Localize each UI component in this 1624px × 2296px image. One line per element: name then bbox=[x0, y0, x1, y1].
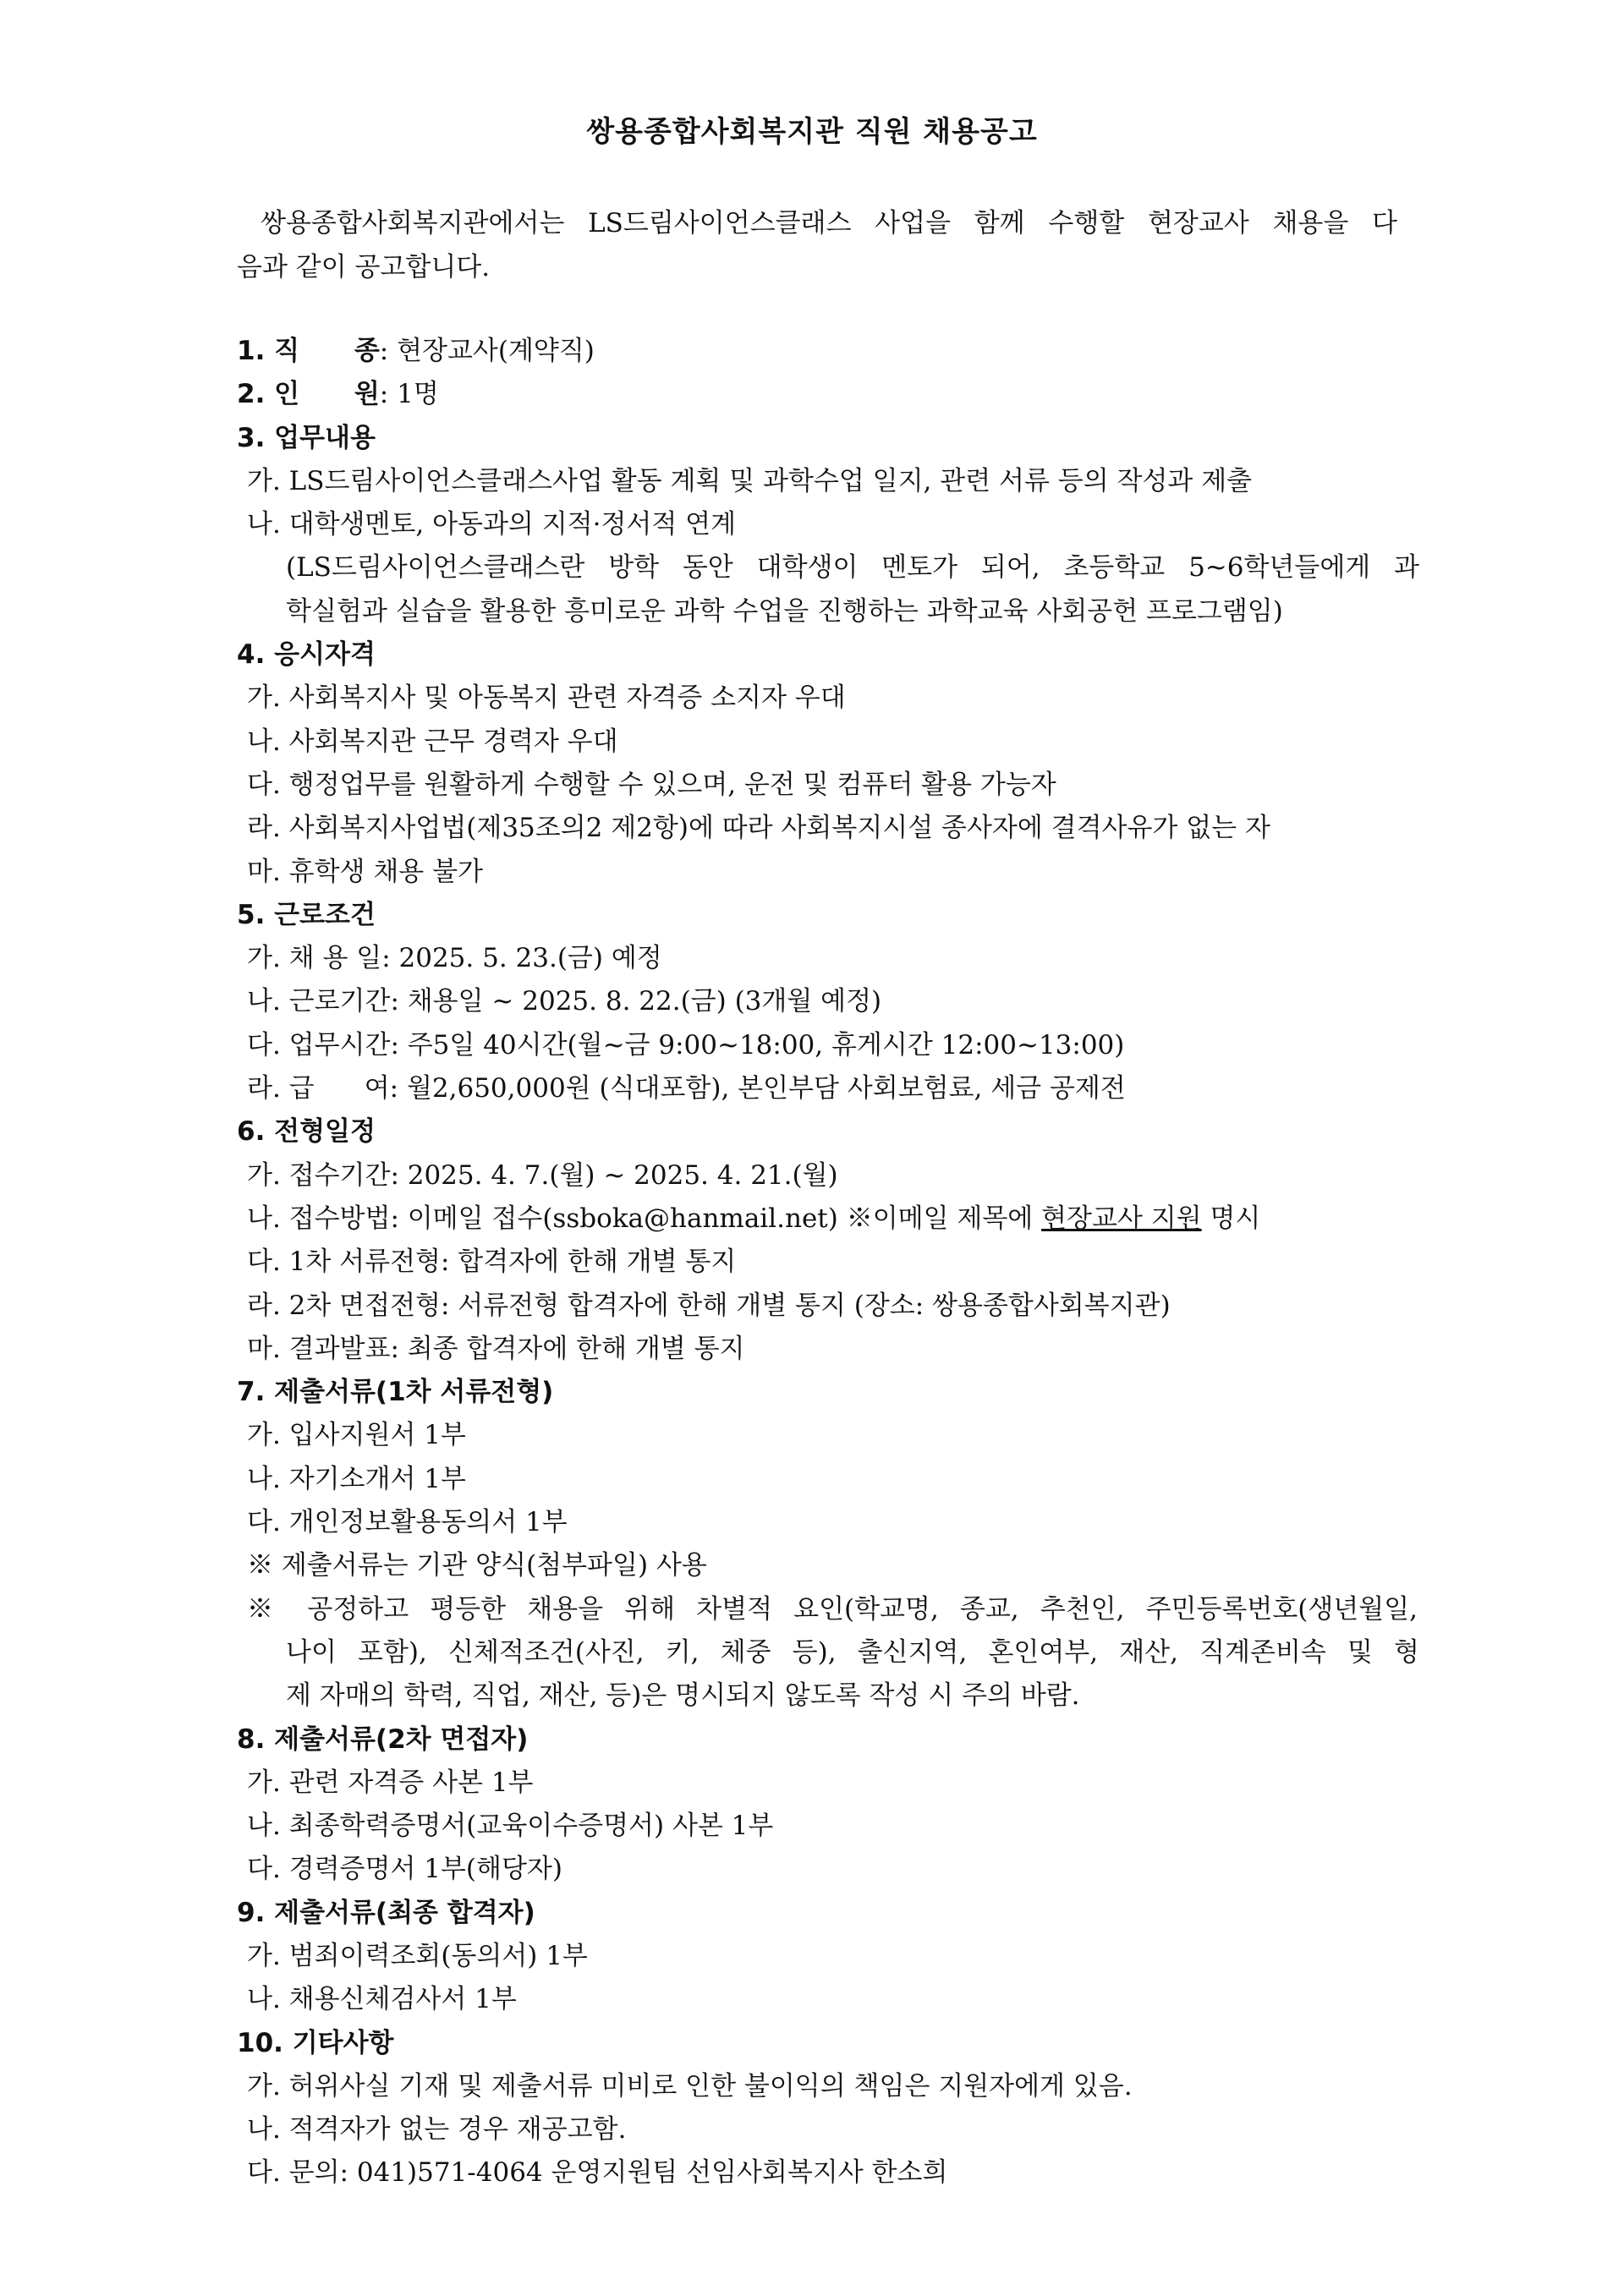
duties-note-line-2: 학실험과 실습을 활용한 흥미로운 과학 수업을 진행하는 과학교육 사회공헌 프로그램임) bbox=[286, 595, 1283, 627]
duties-note-text-1: (LS드림사이언스클래스란 방학 동안 대학생이 멘토가 되어, 초등학교 5~6학년들에게 과 bbox=[286, 552, 1419, 584]
documents-1-item-ga: 가. 입사지원서 1부 bbox=[247, 1420, 466, 1451]
conditions-item-ra: 라. 급 여: 월2,650,000원 (식대포함), 본인부담 사회보험료, 세금 공제전 bbox=[247, 1073, 1126, 1104]
qualifications-item-na: 나. 사회복지관 근무 경력자 우대 bbox=[247, 726, 618, 757]
qualifications-item-da: 다. 행정업무를 원활하게 수행할 수 있으며, 운전 및 컴퓨터 활용 가능자 bbox=[247, 769, 1056, 800]
documents-1-note-1: ※ 제출서류는 기관 양식(첨부파일) 사용 bbox=[247, 1550, 707, 1581]
documents-1-note-2b bbox=[237, 1631, 1421, 1674]
qualifications-item-ga: 가. 사회복지사 및 아동복지 관련 자격증 소지자 우대 bbox=[247, 682, 846, 714]
document-body bbox=[237, 330, 1421, 2195]
documents-final-item-na: 나. 채용신체검사서 1부 bbox=[247, 1984, 517, 2015]
qualifications-item-ra: 라. 사회복지사업법(제35조의2 제2항)에 따라 사회복지시설 종사자에 결격사유가 없는 자 bbox=[247, 813, 1270, 844]
documents-2-item-ga: 가. 관련 자격증 사본 1부 bbox=[247, 1767, 534, 1798]
section-heading-schedule: 6. 전형일정 bbox=[237, 1116, 376, 1148]
item-headcount-label: 2. 인 원 bbox=[237, 379, 380, 410]
section-heading-misc: 10. 기타사항 bbox=[237, 2027, 394, 2058]
duties-item-na: 나. 대학생멘토, 아동과의 지적·정서적 연계 bbox=[247, 509, 737, 540]
duties-item-ga: 가. LS드림사이언스클래스사업 활동 계획 및 과학수업 일지, 관련 서류 등의 작성과 제출 bbox=[247, 465, 1253, 496]
conditions-item-da: 다. 업무시간: 주5일 40시간(월~금 9:00~18:00, 휴게시간 12:00~13:00) bbox=[247, 1029, 1125, 1060]
page-title: 쌍용종합사회복지관 직원 채용공고 bbox=[586, 115, 1038, 149]
documents-1-item-na: 나. 자기소개서 1부 bbox=[247, 1463, 466, 1494]
documents-2-item-na: 나. 최종학력증명서(교육이수증명서) 사본 1부 bbox=[247, 1811, 774, 1842]
item-job-type bbox=[237, 330, 1421, 373]
schedule-item-da: 다. 1차 서류전형: 합격자에 한해 개별 통지 bbox=[247, 1247, 737, 1278]
item-headcount bbox=[237, 373, 1421, 416]
qualifications-item-ma: 마. 휴학생 채용 불가 bbox=[247, 856, 483, 887]
section-heading-documents-2: 8. 제출서류(2차 면접자) bbox=[237, 1723, 529, 1755]
documents-1-note-2a-text: ※ 공정하고 평등한 채용을 위해 차별적 요인(학교명, 종교, 추천인, 주민등록번호(생년월일, bbox=[247, 1593, 1418, 1625]
documents-1-note-2a bbox=[237, 1588, 1421, 1631]
schedule-item-na-suffix: 명시 bbox=[1201, 1203, 1261, 1234]
misc-item-da: 다. 문의: 041)571-4064 운영지원팀 선임사회복지사 한소희 bbox=[247, 2157, 948, 2189]
section-heading-documents-1: 7. 제출서류(1차 서류전형) bbox=[237, 1377, 554, 1408]
section-heading-conditions: 5. 근로조건 bbox=[237, 899, 376, 930]
conditions-item-ga: 가. 채 용 일: 2025. 5. 23.(금) 예정 bbox=[247, 943, 662, 974]
schedule-item-ra: 라. 2차 면접전형: 서류전형 합격자에 한해 개별 통지 (장소: 쌍용종합사회복지관) bbox=[247, 1290, 1171, 1321]
section-heading-qualifications: 4. 응시자격 bbox=[237, 639, 376, 671]
documents-final-item-ga: 가. 범죄이력조회(동의서) 1부 bbox=[247, 1940, 588, 1971]
intro-line-1: 쌍용종합사회복지관에서는 LS드림사이언스클래스 사업을 함께 수행할 현장교사 채용을 다 bbox=[261, 208, 1397, 238]
intro-paragraph bbox=[237, 201, 1396, 289]
item-job-type-value: : 현장교사(계약직) bbox=[379, 336, 595, 366]
duties-note-line-1 bbox=[237, 546, 1421, 589]
schedule-item-na-text: 나. 접수방법: 이메일 접수(ssboka@hanmail.net) ※이메일 제목에 bbox=[247, 1203, 1042, 1234]
item-job-type-label: 1. 직 종 bbox=[237, 336, 380, 366]
misc-item-ga: 가. 허위사실 기재 및 제출서류 미비로 인한 불이익의 책임은 지원자에게 있음. bbox=[247, 2070, 1133, 2101]
conditions-item-na: 나. 근로기간: 채용일 ~ 2025. 8. 22.(금) (3개월 예정) bbox=[247, 986, 882, 1017]
schedule-item-na bbox=[237, 1197, 1421, 1241]
documents-1-note-2c: 제 자매의 학력, 직업, 재산, 등)은 명시되지 않도록 작성 시 주의 바람. bbox=[286, 1680, 1080, 1712]
documents-2-item-da: 다. 경력증명서 1부(해당자) bbox=[247, 1854, 562, 1885]
section-heading-documents-final: 9. 제출서류(최종 합격자) bbox=[237, 1897, 535, 1928]
schedule-item-ma: 마. 결과발표: 최종 합격자에 한해 개별 통지 bbox=[247, 1333, 745, 1364]
intro-line-2: 음과 같이 공고합니다. bbox=[237, 252, 491, 282]
schedule-item-ga: 가. 접수기간: 2025. 4. 7.(월) ~ 2025. 4. 21.(월) bbox=[247, 1159, 838, 1191]
section-heading-duties: 3. 업무내용 bbox=[237, 422, 376, 453]
documents-1-item-da: 다. 개인정보활용동의서 1부 bbox=[247, 1507, 568, 1538]
email-subject-note: 현장교사 지원 bbox=[1041, 1203, 1202, 1234]
documents-1-note-2b-text: 나이 포함), 신체적조건(사진, 키, 체중 등), 출신지역, 혼인여부, 재산, 직계존비속 및 형 bbox=[286, 1636, 1419, 1668]
item-headcount-value: : 1명 bbox=[379, 379, 439, 410]
misc-item-na: 나. 적격자가 없는 경우 재공고함. bbox=[247, 2114, 627, 2145]
